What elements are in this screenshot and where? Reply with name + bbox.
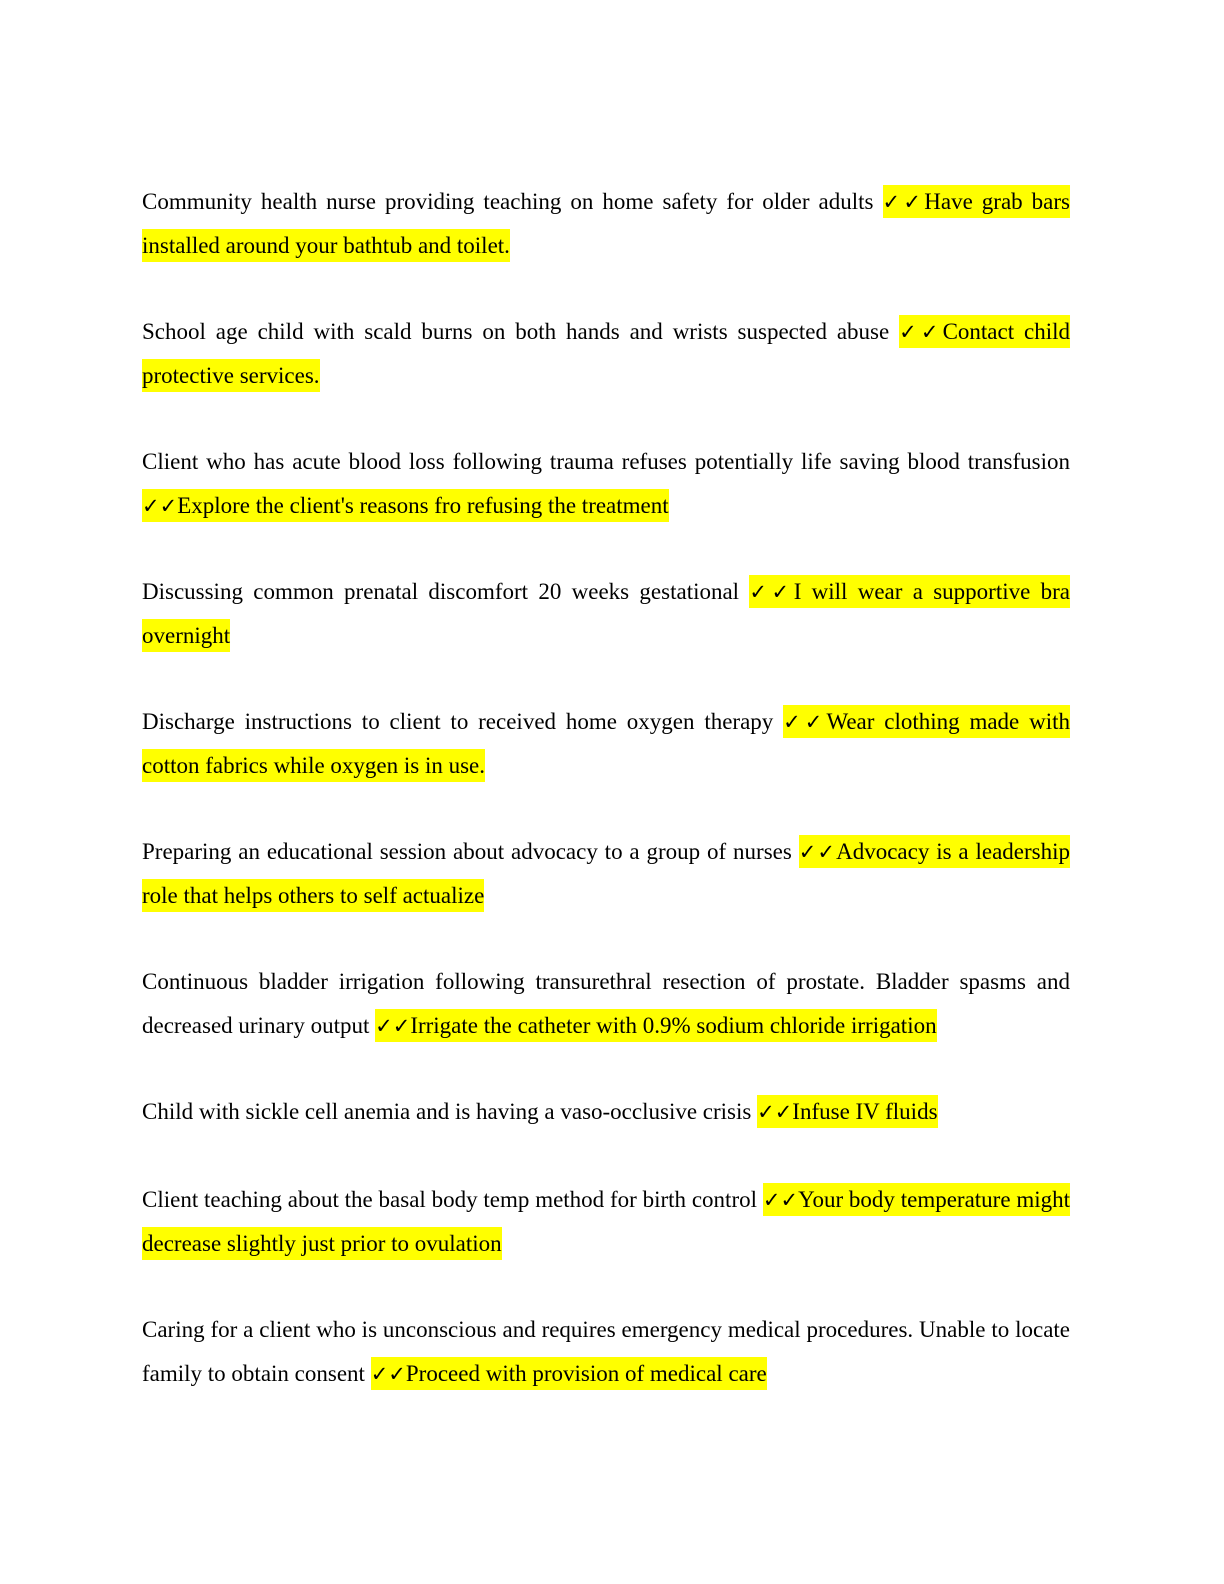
qa-item [142, 440, 1070, 528]
qa-item [142, 570, 1070, 658]
qa-list [142, 180, 1070, 1438]
qa-item [142, 700, 1070, 788]
qa-item [142, 1308, 1070, 1396]
qa-item [142, 1090, 1070, 1134]
question-text: Client who has acute blood loss following trauma refuses potentially life saving blood transfusion [142, 449, 1070, 474]
answer-text: Contact child protective services. [142, 319, 1070, 388]
double-check-icon: ✓✓ [749, 580, 794, 604]
answer-text: Proceed with provision of medical care [405, 1361, 767, 1386]
answer-text: Wear clothing made with cotton fabrics while oxygen is in use. [142, 709, 1070, 778]
answer-text: Explore the client's reasons fro refusing the treatment [177, 493, 669, 518]
double-check-icon: ✓✓ [783, 710, 827, 734]
double-check-icon: ✓✓ [882, 190, 925, 214]
answer-text: I will wear a supportive bra overnight [142, 579, 1070, 648]
question-text: Discharge instructions to client to received home oxygen therapy [142, 709, 774, 734]
answer-highlight [757, 1095, 937, 1128]
answer-text: Irrigate the catheter with 0.9% sodium chloride irrigation [410, 1013, 937, 1038]
answer-highlight [375, 1009, 936, 1042]
question-text: Community health nurse providing teaching on home safety for older adults [142, 189, 874, 214]
double-check-icon: ✓✓ [798, 840, 837, 864]
double-check-icon: ✓✓ [375, 1014, 411, 1038]
double-check-icon: ✓✓ [762, 1188, 799, 1212]
answer-text: Advocacy is a leadership role that helps others to self actualize [142, 839, 1070, 908]
qa-item [142, 180, 1070, 268]
double-check-icon: ✓✓ [370, 1362, 406, 1386]
question-text: School age child with scald burns on both hands and wrists suspected abuse [142, 319, 890, 344]
question-text: Client teaching about the basal body temp method for birth control [142, 1187, 758, 1212]
answer-text: Have grab bars installed around your bathtub and toilet. [142, 189, 1071, 258]
question-text: Caring for a client who is unconscious and requires emergency medical procedures. Unable to locate family to obtain consent [142, 1317, 1070, 1386]
qa-item [142, 1178, 1070, 1266]
question-text: Preparing an educational session about advocacy to a group of nurses [142, 839, 792, 864]
answer-text: Infuse IV fluids [792, 1099, 938, 1124]
question-text: Discussing common prenatal discomfort 20 weeks gestational [142, 579, 740, 604]
qa-item [142, 960, 1070, 1048]
qa-item [142, 310, 1070, 398]
answer-highlight [142, 489, 669, 522]
question-text: Continuous bladder irrigation following transurethral resection of prostate. Bladder spasms and decreased urinary output [142, 969, 1070, 1038]
question-text: Child with sickle cell anemia and is having a vaso-occlusive crisis [142, 1099, 752, 1124]
double-check-icon: ✓✓ [899, 320, 943, 344]
answer-highlight [371, 1357, 767, 1390]
answer-text: Your body temperature might decrease slightly just prior to ovulation [142, 1187, 1071, 1256]
double-check-icon: ✓✓ [142, 494, 178, 518]
qa-item [142, 830, 1070, 918]
double-check-icon: ✓✓ [757, 1100, 793, 1124]
